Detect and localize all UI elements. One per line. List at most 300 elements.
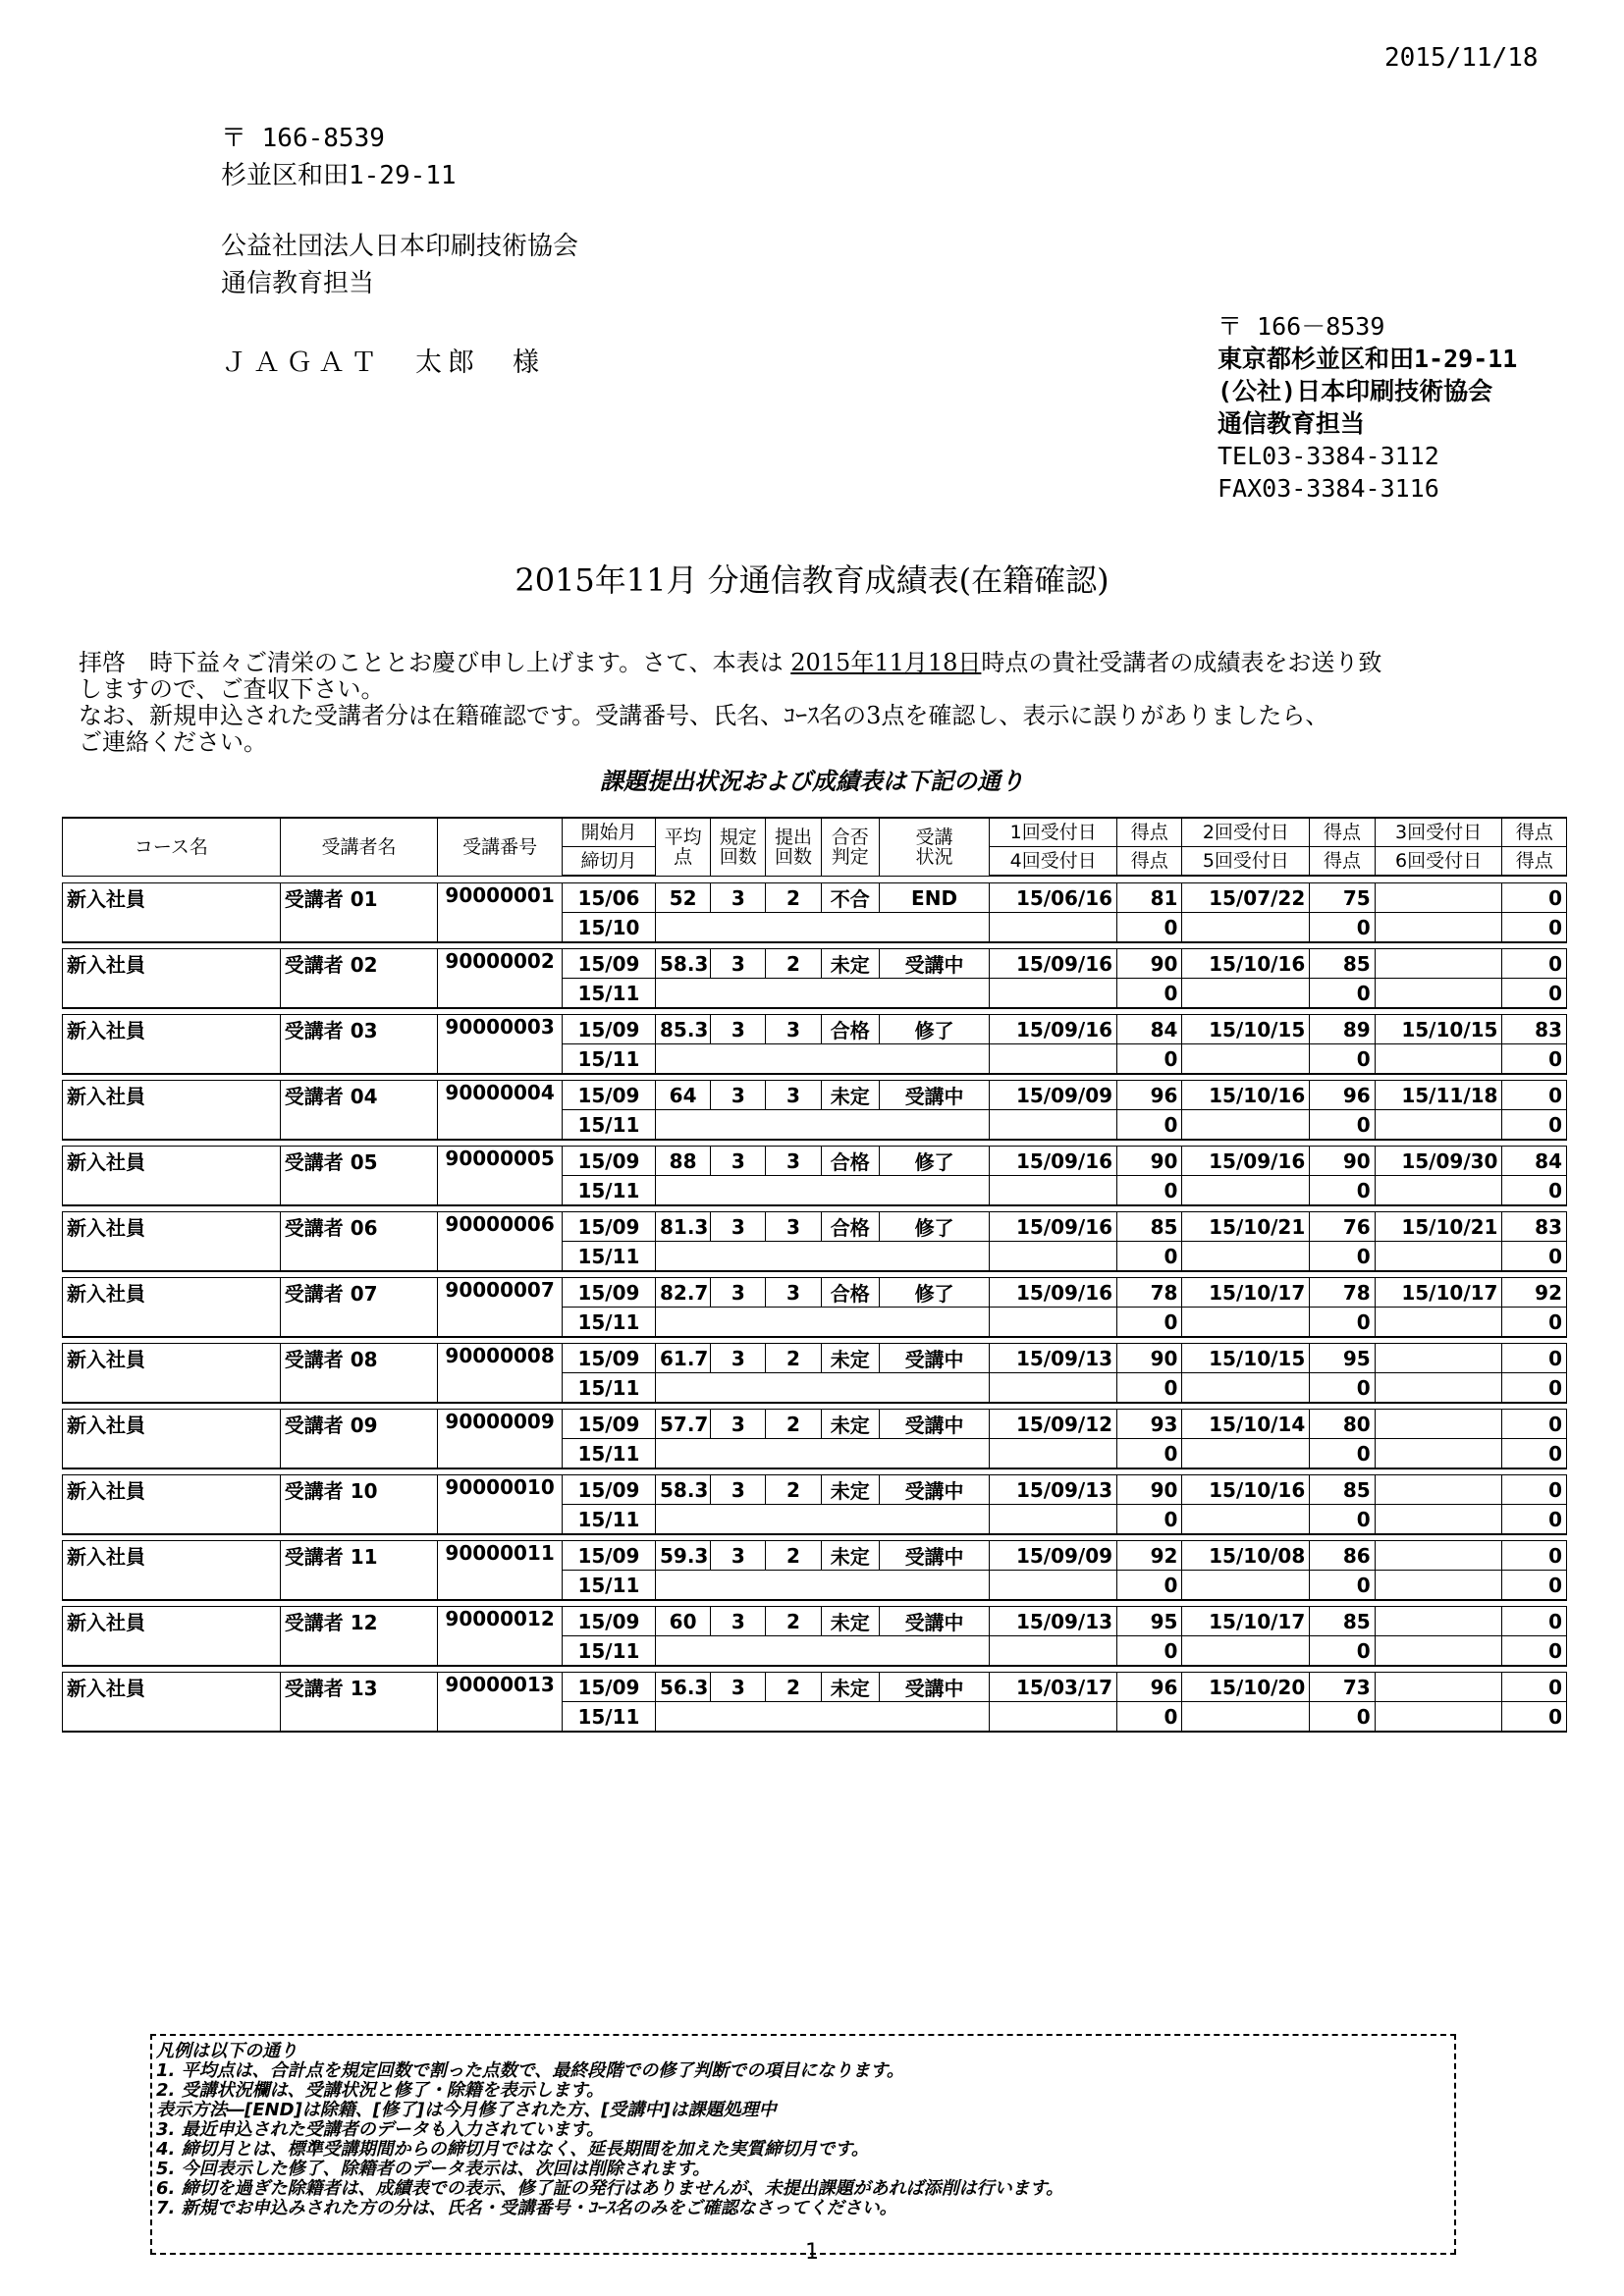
start-month-cell: 15/09 [562, 1278, 655, 1308]
submitted-count-cell: 3 [766, 1147, 821, 1176]
header-number: 受講番号 [438, 818, 563, 876]
score-cell: 0 [1117, 1571, 1182, 1601]
end-month-cell: 15/11 [562, 1439, 655, 1469]
end-month-cell: 15/11 [562, 1505, 655, 1535]
receipt-date-cell [990, 1110, 1117, 1141]
greeting-part: なお、新規申込された受講者分は在籍確認です。受講番号、氏名、ｺｰｽ名の3点を確認し、表示に誤りがありましたら、 [79, 702, 1329, 729]
table-row [63, 1475, 1567, 1505]
receipt-date-cell [1375, 1607, 1502, 1636]
score-cell: 90 [1117, 1344, 1182, 1373]
start-month-cell: 15/06 [562, 883, 655, 913]
receipt-date-cell [1182, 1702, 1310, 1733]
legend-line: 表示方法―[END]は除籍、[修了]は今月修了された方、[受講中]は課題処理中 [156, 2100, 777, 2120]
table-subtitle: 課題提出状況および成績表は下記の通り [600, 767, 1024, 795]
average-cell: 88 [655, 1147, 710, 1176]
score-cell: 0 [1502, 913, 1567, 943]
header-course: コース名 [63, 818, 281, 876]
score-cell: 0 [1117, 1373, 1182, 1404]
required-count-cell: 3 [711, 1673, 766, 1702]
submitted-count-cell: 2 [766, 1673, 821, 1702]
receipt-date-cell: 15/10/08 [1182, 1541, 1310, 1571]
receipt-date-cell: 15/10/14 [1182, 1410, 1310, 1439]
sender-dept: 通信教育担当 [1218, 409, 1366, 438]
table-row [63, 1278, 1567, 1308]
header-receipt-1: 1回受付日 [990, 818, 1117, 847]
start-month-cell: 15/09 [562, 1147, 655, 1176]
receipt-date-cell: 15/10/17 [1182, 1278, 1310, 1308]
empty-cell [655, 1505, 989, 1535]
receipt-date-cell: 15/09/09 [990, 1541, 1117, 1571]
score-cell: 0 [1117, 1702, 1182, 1733]
required-count-cell: 3 [711, 1475, 766, 1505]
course-cell: 新入社員 [63, 1410, 281, 1469]
receipt-date-cell [990, 1505, 1117, 1535]
status-cell: END [879, 883, 989, 913]
receipt-date-cell [1182, 1373, 1310, 1404]
receipt-date-cell: 15/10/21 [1375, 1212, 1502, 1242]
table-row [63, 1410, 1567, 1439]
score-cell: 0 [1310, 1702, 1375, 1733]
header-score-3: 得点 [1502, 818, 1567, 847]
receipt-date-cell [1375, 883, 1502, 913]
score-cell: 0 [1310, 1571, 1375, 1601]
student-name-cell: 受講者 05 [280, 1147, 437, 1206]
receipt-date-cell [1375, 1673, 1502, 1702]
end-month-cell: 15/11 [562, 1571, 655, 1601]
status-cell: 修了 [879, 1212, 989, 1242]
header-submitted-line1: 提出 [774, 826, 812, 848]
end-month-cell: 15/11 [562, 1702, 655, 1733]
score-cell: 0 [1502, 1176, 1567, 1206]
score-cell: 0 [1502, 1344, 1567, 1373]
average-cell: 58.3 [655, 949, 710, 979]
submitted-count-cell: 2 [766, 1541, 821, 1571]
start-month-cell: 15/09 [562, 1541, 655, 1571]
header-average-line1: 平均 [664, 826, 702, 848]
receipt-date-cell [990, 1571, 1117, 1601]
empty-cell [655, 1636, 989, 1667]
table-row [63, 949, 1567, 979]
header-required-line1: 規定 [719, 826, 757, 848]
student-name-cell: 受講者 09 [280, 1410, 437, 1469]
sender-tel: TEL03-3384-3112 [1218, 442, 1439, 470]
header-student: 受講者名 [280, 818, 437, 876]
page-title: 2015年11月 分通信教育成績表(在籍確認) [514, 561, 1110, 599]
greeting-date: 2015年11月18日 [790, 649, 982, 676]
empty-cell [655, 1571, 989, 1601]
score-cell: 85 [1310, 949, 1375, 979]
required-count-cell: 3 [711, 1541, 766, 1571]
required-count-cell: 3 [711, 1344, 766, 1373]
score-cell: 80 [1310, 1410, 1375, 1439]
recipient-org: 公益社団法人日本印刷技術協会 [221, 232, 579, 261]
student-name-cell: 受講者 06 [280, 1212, 437, 1272]
submitted-count-cell: 2 [766, 1410, 821, 1439]
header-score-5: 得点 [1310, 847, 1375, 877]
score-cell: 93 [1117, 1410, 1182, 1439]
receipt-date-cell: 15/11/18 [1375, 1081, 1502, 1110]
submitted-count-cell: 2 [766, 1475, 821, 1505]
required-count-cell: 3 [711, 1147, 766, 1176]
submitted-count-cell: 3 [766, 1015, 821, 1044]
required-count-cell: 3 [711, 949, 766, 979]
submitted-count-cell: 3 [766, 1081, 821, 1110]
greeting-text [79, 650, 1551, 756]
score-cell: 0 [1310, 1636, 1375, 1667]
header-receipt-4: 4回受付日 [990, 847, 1117, 877]
score-cell: 0 [1502, 1505, 1567, 1535]
submitted-count-cell: 2 [766, 883, 821, 913]
receipt-date-cell: 15/09/16 [990, 949, 1117, 979]
score-cell: 76 [1310, 1212, 1375, 1242]
course-cell: 新入社員 [63, 1673, 281, 1733]
required-count-cell: 3 [711, 1212, 766, 1242]
receipt-date-cell: 15/10/15 [1182, 1015, 1310, 1044]
score-cell: 0 [1310, 979, 1375, 1009]
status-cell: 受講中 [879, 1607, 989, 1636]
receipt-date-cell [1182, 913, 1310, 943]
required-count-cell: 3 [711, 1410, 766, 1439]
score-cell: 90 [1117, 949, 1182, 979]
score-cell: 90 [1117, 1475, 1182, 1505]
score-cell: 83 [1502, 1015, 1567, 1044]
receipt-date-cell [1375, 913, 1502, 943]
receipt-date-cell [1375, 1110, 1502, 1141]
empty-cell [655, 1242, 989, 1272]
header-start: 開始月 [562, 818, 655, 847]
score-cell: 95 [1310, 1344, 1375, 1373]
receipt-date-cell [1182, 1571, 1310, 1601]
student-number-cell: 90000009 [438, 1410, 563, 1469]
page-number: 1 [805, 2240, 819, 2265]
student-number-cell: 90000010 [438, 1475, 563, 1535]
score-cell: 96 [1117, 1673, 1182, 1702]
status-cell: 受講中 [879, 1541, 989, 1571]
receipt-date-cell: 15/09/16 [990, 1278, 1117, 1308]
receipt-date-cell: 15/09/16 [990, 1015, 1117, 1044]
empty-cell [655, 1176, 989, 1206]
end-month-cell: 15/11 [562, 1110, 655, 1141]
end-month-cell: 15/11 [562, 1176, 655, 1206]
required-count-cell: 3 [711, 883, 766, 913]
legend-line: 6. 締切を過ぎた除籍者は、成績表での表示、修了証の発行はありませんが、未提出課題があれば添削は行います。 [156, 2178, 1064, 2199]
score-cell: 0 [1502, 1044, 1567, 1075]
student-name-cell: 受講者 08 [280, 1344, 437, 1404]
empty-cell [655, 1439, 989, 1469]
empty-cell [655, 979, 989, 1009]
pass-judgment-cell: 合格 [821, 1147, 879, 1176]
status-cell: 受講中 [879, 1344, 989, 1373]
status-cell: 受講中 [879, 1475, 989, 1505]
start-month-cell: 15/09 [562, 1410, 655, 1439]
sender-address: 東京都杉並区和田1-29-11 [1218, 345, 1518, 373]
average-cell: 61.7 [655, 1344, 710, 1373]
receipt-date-cell: 15/10/17 [1375, 1278, 1502, 1308]
course-cell: 新入社員 [63, 1212, 281, 1272]
required-count-cell: 3 [711, 1278, 766, 1308]
score-cell: 78 [1117, 1278, 1182, 1308]
table-row [63, 1212, 1567, 1242]
receipt-date-cell [990, 1439, 1117, 1469]
greeting-part: ご連絡ください。 [79, 728, 267, 756]
receipt-date-cell: 15/09/09 [990, 1081, 1117, 1110]
pass-judgment-cell: 合格 [821, 1015, 879, 1044]
score-cell: 0 [1310, 1242, 1375, 1272]
score-cell: 0 [1502, 1673, 1567, 1702]
average-cell: 59.3 [655, 1541, 710, 1571]
header-submitted [766, 818, 821, 876]
legend-line: 5. 今回表示した修了、除籍者のデータ表示は、次回は削除されます。 [156, 2159, 711, 2179]
submitted-count-cell: 2 [766, 949, 821, 979]
score-cell: 0 [1502, 1110, 1567, 1141]
required-count-cell: 3 [711, 1081, 766, 1110]
sender-fax: FAX03-3384-3116 [1218, 474, 1439, 503]
score-cell: 0 [1502, 1475, 1567, 1505]
header-receipt-5: 5回受付日 [1182, 847, 1310, 877]
receipt-date-cell [1375, 979, 1502, 1009]
student-name-cell: 受講者 02 [280, 949, 437, 1009]
receipt-date-cell: 15/10/15 [1182, 1344, 1310, 1373]
status-cell: 修了 [879, 1147, 989, 1176]
score-cell: 89 [1310, 1015, 1375, 1044]
legend-line: 2. 受講状況欄は、受講状況と修了・除籍を表示します。 [156, 2080, 605, 2101]
empty-cell [655, 913, 989, 943]
average-cell: 58.3 [655, 1475, 710, 1505]
score-cell: 85 [1310, 1607, 1375, 1636]
course-cell: 新入社員 [63, 883, 281, 943]
receipt-date-cell [1182, 1242, 1310, 1272]
student-number-cell: 90000012 [438, 1607, 563, 1667]
receipt-date-cell [1182, 979, 1310, 1009]
score-cell: 0 [1502, 1636, 1567, 1667]
receipt-date-cell [1375, 1475, 1502, 1505]
recipient-address: 杉並区和田1-29-11 [221, 161, 457, 190]
pass-judgment-cell: 不合 [821, 883, 879, 913]
student-name-cell: 受講者 10 [280, 1475, 437, 1535]
receipt-date-cell: 15/07/22 [1182, 883, 1310, 913]
score-cell: 0 [1502, 979, 1567, 1009]
student-number-cell: 90000013 [438, 1673, 563, 1733]
student-number-cell: 90000001 [438, 883, 563, 943]
sender-org: (公社)日本印刷技術協会 [1218, 377, 1493, 405]
grade-table-body [63, 883, 1567, 1733]
legend-line: 7. 新規でお申込みされた方の分は、氏名・受講番号・ｺｰｽ名のみをご確認なさってください。 [156, 2198, 897, 2218]
pass-judgment-cell: 未定 [821, 1541, 879, 1571]
header-end: 締切月 [562, 847, 655, 877]
start-month-cell: 15/09 [562, 949, 655, 979]
receipt-date-cell [1375, 949, 1502, 979]
receipt-date-cell: 15/06/16 [990, 883, 1117, 913]
receipt-date-cell: 15/09/13 [990, 1344, 1117, 1373]
receipt-date-cell: 15/10/21 [1182, 1212, 1310, 1242]
start-month-cell: 15/09 [562, 1344, 655, 1373]
receipt-date-cell [990, 979, 1117, 1009]
header-average-line2: 点 [674, 845, 693, 868]
receipt-date-cell: 15/10/16 [1182, 1081, 1310, 1110]
score-cell: 0 [1502, 949, 1567, 979]
submitted-count-cell: 3 [766, 1212, 821, 1242]
grade-table [62, 817, 1567, 1733]
score-cell: 0 [1310, 913, 1375, 943]
student-number-cell: 90000003 [438, 1015, 563, 1075]
score-cell: 95 [1117, 1607, 1182, 1636]
table-row [63, 1673, 1567, 1702]
header-receipt-6: 6回受付日 [1375, 847, 1502, 877]
start-month-cell: 15/09 [562, 1081, 655, 1110]
score-cell: 0 [1117, 1044, 1182, 1075]
score-cell: 0 [1310, 1505, 1375, 1535]
header-average [655, 818, 710, 876]
header-score-6: 得点 [1502, 847, 1567, 877]
legend-line: 1. 平均点は、合計点を規定回数で割った点数で、最終段階での修了判断での項目になります。 [156, 2060, 904, 2081]
receipt-date-cell: 15/10/17 [1182, 1607, 1310, 1636]
recipient-name: ＪＡＧＡＴ 太郎 様 [221, 347, 545, 378]
end-month-cell: 15/11 [562, 1373, 655, 1404]
receipt-date-cell: 15/09/16 [990, 1147, 1117, 1176]
header-receipt-2: 2回受付日 [1182, 818, 1310, 847]
pass-judgment-cell: 合格 [821, 1278, 879, 1308]
score-cell: 78 [1310, 1278, 1375, 1308]
student-name-cell: 受講者 12 [280, 1607, 437, 1667]
score-cell: 0 [1117, 1439, 1182, 1469]
required-count-cell: 3 [711, 1015, 766, 1044]
receipt-date-cell: 15/09/16 [990, 1212, 1117, 1242]
score-cell: 86 [1310, 1541, 1375, 1571]
receipt-date-cell: 15/10/16 [1182, 1475, 1310, 1505]
score-cell: 0 [1310, 1176, 1375, 1206]
score-cell: 0 [1502, 1571, 1567, 1601]
receipt-date-cell [1182, 1176, 1310, 1206]
header-pass [821, 818, 879, 876]
score-cell: 0 [1310, 1373, 1375, 1404]
score-cell: 0 [1117, 1242, 1182, 1272]
end-month-cell: 15/11 [562, 1308, 655, 1338]
average-cell: 82.7 [655, 1278, 710, 1308]
student-name-cell: 受講者 04 [280, 1081, 437, 1141]
status-cell: 修了 [879, 1278, 989, 1308]
submitted-count-cell: 3 [766, 1278, 821, 1308]
course-cell: 新入社員 [63, 1081, 281, 1141]
header-score-4: 得点 [1117, 847, 1182, 877]
receipt-date-cell: 15/10/15 [1375, 1015, 1502, 1044]
score-cell: 84 [1502, 1147, 1567, 1176]
score-cell: 81 [1117, 883, 1182, 913]
end-month-cell: 15/11 [562, 1636, 655, 1667]
receipt-date-cell [1375, 1636, 1502, 1667]
end-month-cell: 15/11 [562, 1242, 655, 1272]
receipt-date-cell [1375, 1410, 1502, 1439]
header-pass-line2: 判定 [831, 845, 869, 868]
start-month-cell: 15/09 [562, 1015, 655, 1044]
receipt-date-cell [1375, 1505, 1502, 1535]
student-number-cell: 90000002 [438, 949, 563, 1009]
start-month-cell: 15/09 [562, 1212, 655, 1242]
table-row [63, 1081, 1567, 1110]
start-month-cell: 15/09 [562, 1475, 655, 1505]
receipt-date-cell [990, 1308, 1117, 1338]
receipt-date-cell [990, 1044, 1117, 1075]
receipt-date-cell [1375, 1308, 1502, 1338]
score-cell: 90 [1117, 1147, 1182, 1176]
end-month-cell: 15/10 [562, 913, 655, 943]
student-number-cell: 90000011 [438, 1541, 563, 1601]
course-cell: 新入社員 [63, 1344, 281, 1404]
receipt-date-cell [1182, 1044, 1310, 1075]
receipt-date-cell: 15/10/16 [1182, 949, 1310, 979]
receipt-date-cell: 15/09/13 [990, 1475, 1117, 1505]
table-row [63, 1147, 1567, 1176]
pass-judgment-cell: 未定 [821, 1344, 879, 1373]
empty-cell [655, 1110, 989, 1141]
header-status-line1: 受講 [915, 826, 953, 848]
average-cell: 52 [655, 883, 710, 913]
pass-judgment-cell: 未定 [821, 1607, 879, 1636]
receipt-date-cell [1375, 1242, 1502, 1272]
status-cell: 修了 [879, 1015, 989, 1044]
header-receipt-3: 3回受付日 [1375, 818, 1502, 847]
status-cell: 受講中 [879, 1673, 989, 1702]
score-cell: 85 [1117, 1212, 1182, 1242]
pass-judgment-cell: 未定 [821, 1673, 879, 1702]
legend-box [150, 2034, 1456, 2255]
pass-judgment-cell: 未定 [821, 949, 879, 979]
course-cell: 新入社員 [63, 1541, 281, 1601]
header-submitted-line2: 回数 [774, 845, 812, 868]
student-name-cell: 受講者 11 [280, 1541, 437, 1601]
greeting-part: しますので、ご査収下さい。 [79, 675, 385, 703]
legend-line: 凡例は以下の通り [156, 2041, 298, 2061]
end-month-cell: 15/11 [562, 979, 655, 1009]
score-cell: 75 [1310, 883, 1375, 913]
score-cell: 0 [1117, 913, 1182, 943]
pass-judgment-cell: 未定 [821, 1475, 879, 1505]
score-cell: 85 [1310, 1475, 1375, 1505]
submitted-count-cell: 2 [766, 1607, 821, 1636]
required-count-cell: 3 [711, 1607, 766, 1636]
receipt-date-cell: 15/10/20 [1182, 1673, 1310, 1702]
receipt-date-cell [1182, 1505, 1310, 1535]
empty-cell [655, 1308, 989, 1338]
score-cell: 0 [1502, 1607, 1567, 1636]
score-cell: 84 [1117, 1015, 1182, 1044]
score-cell: 0 [1117, 1176, 1182, 1206]
legend-line: 3. 最近申込された受講者のデータも入力されています。 [156, 2119, 605, 2140]
score-cell: 0 [1310, 1110, 1375, 1141]
document-date: 2015/11/18 [1384, 43, 1539, 73]
receipt-date-cell [1182, 1636, 1310, 1667]
receipt-date-cell [1375, 1571, 1502, 1601]
student-number-cell: 90000006 [438, 1212, 563, 1272]
receipt-date-cell [1375, 1176, 1502, 1206]
score-cell: 0 [1310, 1439, 1375, 1469]
score-cell: 0 [1502, 1242, 1567, 1272]
average-cell: 64 [655, 1081, 710, 1110]
score-cell: 92 [1502, 1278, 1567, 1308]
receipt-date-cell [1375, 1439, 1502, 1469]
score-cell: 90 [1310, 1147, 1375, 1176]
receipt-date-cell [990, 1176, 1117, 1206]
greeting-part: 拝啓 時下益々ご清栄のこととお慶び申し上げます。さて、本表は [79, 649, 784, 676]
header-required [711, 818, 766, 876]
sender-address-block [1218, 310, 1517, 505]
student-number-cell: 90000008 [438, 1344, 563, 1404]
course-cell: 新入社員 [63, 949, 281, 1009]
score-cell: 92 [1117, 1541, 1182, 1571]
course-cell: 新入社員 [63, 1607, 281, 1667]
score-cell: 0 [1310, 1308, 1375, 1338]
start-month-cell: 15/09 [562, 1673, 655, 1702]
receipt-date-cell [990, 1242, 1117, 1272]
